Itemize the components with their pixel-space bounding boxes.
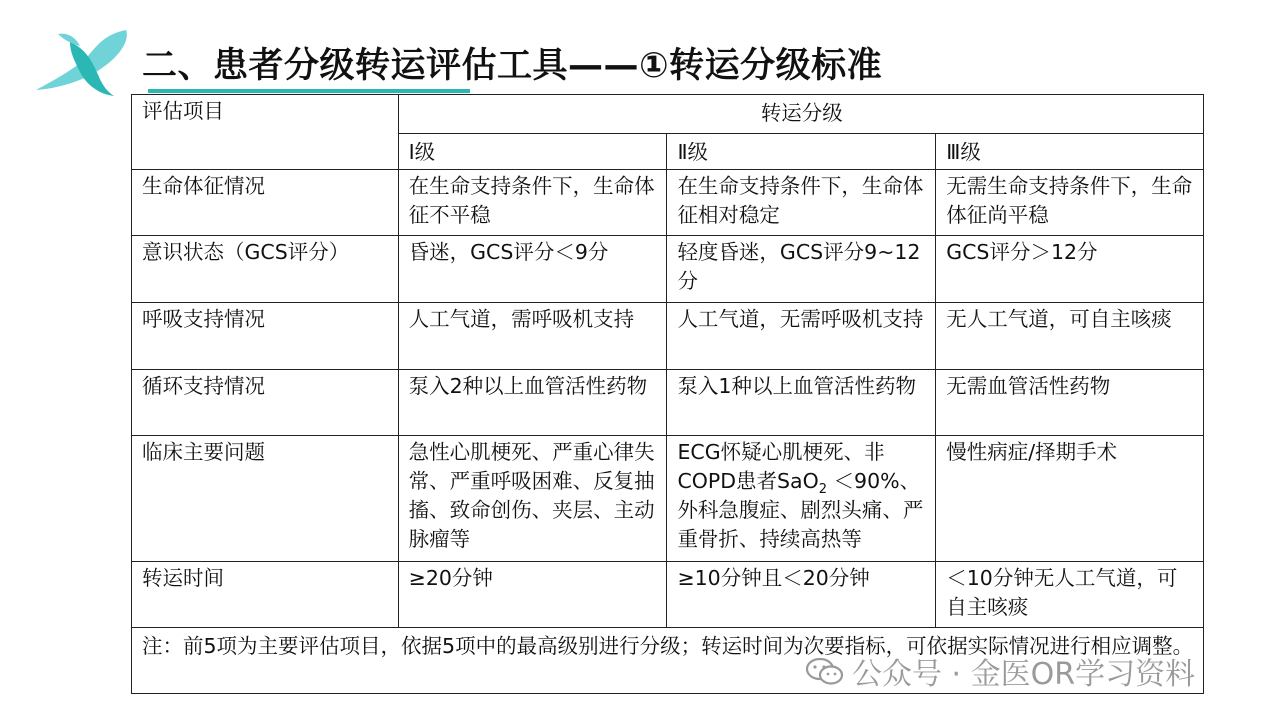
row-level-1: 泵入2种以上血管活性药物: [398, 370, 667, 436]
table-row: [132, 436, 1204, 562]
row-level-3: 无需血管活性药物: [936, 370, 1204, 436]
row-level-3: ＜10分钟无人工气道，可自主咳痰: [936, 562, 1204, 628]
table-row: [132, 303, 1204, 370]
row-level-2: 人工气道，无需呼吸机支持: [667, 303, 936, 370]
table-row: [132, 236, 1204, 303]
row-level-3: 无人工气道，可自主咳痰: [936, 303, 1204, 370]
header-item: 评估项目: [132, 95, 399, 170]
row-item: 临床主要问题: [132, 436, 399, 562]
row-level-2: [667, 436, 936, 562]
header-grade-group: 转运分级: [398, 95, 1203, 134]
header-level-2: Ⅱ级: [667, 134, 936, 170]
row-level-1: ≥20分钟: [398, 562, 667, 628]
wechat-icon: [805, 656, 845, 686]
row-item: 意识状态（GCS评分）: [132, 236, 399, 303]
row-level-2: 轻度昏迷，GCS评分9~12分: [667, 236, 936, 303]
row-level-3: 慢性病症/择期手术: [936, 436, 1204, 562]
table-header-row: [132, 95, 1204, 134]
row-item: 生命体征情况: [132, 170, 399, 236]
row-level-3: GCS评分＞12分: [936, 236, 1204, 303]
row-level-1: 在生命支持条件下，生命体征不平稳: [398, 170, 667, 236]
row-level-1: 急性心肌梗死、严重心律失常、严重呼吸困难、反复抽搐、致命创伤、夹层、主动脉瘤等: [398, 436, 667, 562]
title-underline: [148, 89, 470, 93]
header-level-3: Ⅲ级: [936, 134, 1204, 170]
transfer-grading-table: [131, 94, 1204, 694]
row-item: 转运时间: [132, 562, 399, 628]
row-level-2-subscript: 2: [818, 482, 828, 498]
row-level-2: ≥10分钟且＜20分钟: [667, 562, 936, 628]
page-title: 二、患者分级转运评估工具——①转运分级标准: [142, 46, 883, 86]
header-level-1: Ⅰ级: [398, 134, 667, 170]
row-level-2: 在生命支持条件下，生命体征相对稳定: [667, 170, 936, 236]
table-row: [132, 370, 1204, 436]
watermark-text: 公众号 · 金医OR学习资料: [852, 657, 1196, 692]
table-row: [132, 562, 1204, 628]
table-row: [132, 170, 1204, 236]
row-level-1: 昏迷，GCS评分＜9分: [398, 236, 667, 303]
row-level-2: 泵入1种以上血管活性药物: [667, 370, 936, 436]
row-level-2-text-b: ＜90%、外科急腹症、剧烈头痛、严重骨折、持续高热等: [677, 469, 924, 551]
table-note: 注：前5项为主要评估项目，依据5项中的最高级别进行分级；转运时间为次要指标，可依据实际情况进行相应调整。: [132, 628, 1204, 694]
ribbon-logo: [28, 22, 138, 100]
row-item: 循环支持情况: [132, 370, 399, 436]
row-item: 呼吸支持情况: [132, 303, 399, 370]
row-level-2-text-a: ECG怀疑心肌梗死、非COPD患者SaO: [677, 440, 885, 493]
row-level-3: 无需生命支持条件下，生命体征尚平稳: [936, 170, 1204, 236]
row-level-1: 人工气道，需呼吸机支持: [398, 303, 667, 370]
